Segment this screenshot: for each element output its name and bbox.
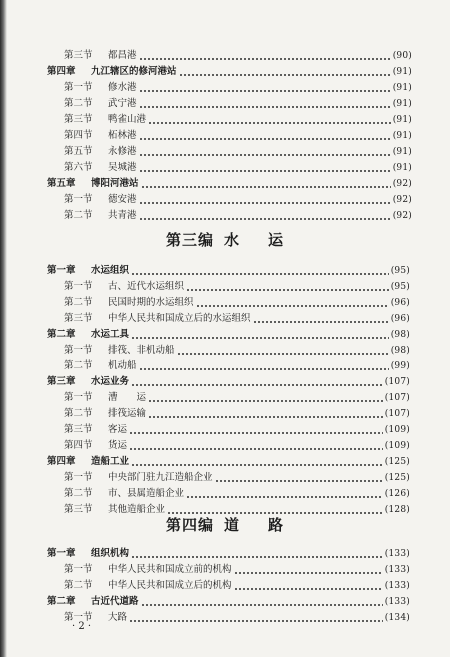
toc-entry-page: (98) <box>390 345 410 356</box>
dot-leader <box>148 400 383 402</box>
toc-entry-number: 第二节 <box>64 296 93 308</box>
toc-entry-title: 中华人民共和国成立后的机构 <box>108 580 232 591</box>
toc-section-row <box>64 487 410 501</box>
toc-entry-title: 组织机构 <box>91 548 130 559</box>
toc-chapter-row <box>47 595 410 609</box>
scan-binding-shadow <box>0 0 7 657</box>
toc-chapter-row <box>47 375 410 389</box>
toc-entry-page: (95) <box>390 266 410 276</box>
toc-entry-page: (91) <box>392 67 412 77</box>
toc-section-row <box>64 359 410 373</box>
dot-leader <box>141 186 391 188</box>
toc-entry-page: (128) <box>384 504 410 515</box>
part-title-3-char2: 运 <box>268 231 285 249</box>
dot-leader <box>186 496 383 498</box>
toc-section-row <box>64 579 410 593</box>
dot-leader <box>234 572 383 574</box>
part-title-4 <box>0 514 450 535</box>
dot-leader <box>131 556 383 558</box>
toc-entry-title: 其他造船企业 <box>108 503 166 515</box>
dot-leader <box>139 218 391 220</box>
toc-entry-number: 第四节 <box>64 130 93 141</box>
toc-entry-number: 第三节 <box>64 50 93 61</box>
toc-entry-page: (99) <box>390 361 410 372</box>
toc-entry-title: 客运 <box>108 424 128 435</box>
toc-entry-number: 第一节 <box>64 194 93 205</box>
toc-entry-number: 第一节 <box>64 280 93 292</box>
part-title-3-char1: 水 <box>223 231 240 249</box>
toc-entry-title: 武宁港 <box>108 98 137 109</box>
dot-leader <box>234 588 383 590</box>
toc-entry-page: (92) <box>392 211 412 221</box>
toc-chapter-row <box>47 65 412 79</box>
toc-entry-number: 第二节 <box>64 580 93 591</box>
toc-entry-title: 排筏运输 <box>108 408 147 420</box>
toc-section-row <box>64 563 410 577</box>
toc-entry-page: (107) <box>384 377 410 388</box>
toc-entry-number: 第一节 <box>64 344 93 356</box>
toc-entry-title: 都昌港 <box>108 50 137 61</box>
toc-entry-page: (91) <box>392 99 412 109</box>
toc-section-row <box>64 280 410 294</box>
page-number: · 2 · <box>72 621 92 632</box>
toc-entry-number: 第二章 <box>47 328 76 340</box>
toc-entry-number: 第三章 <box>47 376 76 388</box>
toc-entry-title: 九江辖区的修河港站 <box>91 66 177 77</box>
toc-entry-title: 鸭雀山港 <box>108 114 147 125</box>
toc-entry-number: 第五章 <box>47 178 76 189</box>
toc-entry-page: (133) <box>384 597 410 607</box>
toc-entry-title: 修水港 <box>108 82 137 93</box>
toc-entry-number: 第一章 <box>47 265 76 276</box>
toc-entry-title: 永修港 <box>108 146 137 157</box>
toc-section-row <box>64 81 412 95</box>
toc-entry-title: 中华人民共和国成立后的水运组织 <box>108 312 251 324</box>
toc-section-row <box>64 296 410 310</box>
toc-entry-page: (126) <box>384 488 410 499</box>
dot-leader <box>139 138 391 140</box>
toc-entry-number: 第二节 <box>64 360 93 372</box>
toc-entry-number: 第三节 <box>64 114 93 125</box>
toc-entry-title: 水运工具 <box>91 328 130 340</box>
toc-entry-title: 水运业务 <box>91 376 130 388</box>
dot-leader <box>177 353 389 355</box>
toc-section-row <box>64 113 412 127</box>
toc-entry-number: 第三节 <box>64 312 93 324</box>
dot-leader <box>131 384 383 386</box>
toc-section-row <box>64 423 410 437</box>
toc-entry-title: 民国时期的水运组织 <box>108 296 194 308</box>
toc-entry-title: 水运组织 <box>91 265 130 276</box>
part-title-3-label: 第三编 <box>165 231 214 249</box>
toc-entry-number: 第一节 <box>64 392 93 404</box>
toc-entry-number: 第二章 <box>47 596 76 607</box>
dot-leader <box>139 154 391 156</box>
toc-entry-page: (133) <box>384 549 410 559</box>
toc-entry-number: 第一章 <box>47 548 76 559</box>
toc-section-row <box>64 193 412 207</box>
toc-entry-number: 第四章 <box>47 66 76 77</box>
dot-leader <box>139 368 389 370</box>
toc-entry-page: (109) <box>384 425 410 435</box>
dot-leader <box>196 305 389 307</box>
toc-entry-title: 漕 运 <box>108 392 147 404</box>
toc-section-row <box>64 129 412 143</box>
toc-entry-page: (91) <box>392 131 412 141</box>
toc-entry-page: (92) <box>392 195 412 205</box>
dot-leader <box>139 90 391 92</box>
toc-chapter-row <box>47 455 410 469</box>
toc-entry-title: 古近代道路 <box>91 596 139 607</box>
toc-entry-number: 第一节 <box>64 612 93 623</box>
toc-entry-title: 市、县属造船企业 <box>108 487 185 499</box>
toc-entry-page: (96) <box>390 297 410 308</box>
dot-leader <box>179 74 391 76</box>
toc-entry-number: 第三节 <box>64 503 93 515</box>
part-title-4-char2: 路 <box>268 516 285 534</box>
toc-section-row <box>64 49 412 63</box>
toc-entry-title: 造船工业 <box>91 455 130 467</box>
toc-entry-page: (91) <box>392 163 412 173</box>
toc-entry-title: 共青港 <box>108 210 137 221</box>
toc-section-row <box>64 611 410 625</box>
toc-entry-page: (91) <box>392 83 412 93</box>
toc-entry-title: 货运 <box>108 439 128 451</box>
toc-entry-page: (107) <box>384 409 410 420</box>
dot-leader <box>139 202 391 204</box>
toc-section-row <box>64 145 412 159</box>
part-title-4-char1: 道 <box>223 516 240 534</box>
toc-entry-page: (133) <box>384 565 410 575</box>
toc-section-row <box>64 344 410 358</box>
toc-entry-page: (109) <box>384 440 410 451</box>
dot-leader <box>131 273 389 275</box>
toc-section-row <box>64 161 412 175</box>
toc-chapter-row <box>47 547 410 561</box>
dot-leader <box>253 321 389 323</box>
toc-entry-page: (133) <box>384 581 410 591</box>
toc-entry-number: 第二节 <box>64 487 93 499</box>
toc-chapter-row <box>47 177 412 191</box>
toc-section-row <box>64 97 412 111</box>
dot-leader <box>129 432 383 434</box>
toc-entry-title: 中华人民共和国成立前的机构 <box>108 564 232 575</box>
toc-entry-page: (96) <box>390 313 410 324</box>
dot-leader <box>141 604 383 606</box>
toc-entry-title: 博阳河港站 <box>91 178 139 189</box>
toc-entry-title: 德安港 <box>108 194 137 205</box>
toc-entry-number: 第五节 <box>64 146 93 157</box>
toc-entry-page: (125) <box>384 472 410 483</box>
toc-chapter-row <box>47 264 410 278</box>
dot-leader <box>148 122 391 124</box>
toc-entry-page: (90) <box>392 51 412 61</box>
dot-leader <box>129 620 383 622</box>
toc-entry-number: 第一节 <box>64 82 93 93</box>
toc-entry-number: 第一节 <box>64 564 93 575</box>
dot-leader <box>131 337 389 339</box>
dot-leader <box>139 106 391 108</box>
toc-entry-page: (91) <box>392 147 412 157</box>
dot-leader <box>131 464 383 466</box>
toc-entry-page: (107) <box>384 393 410 404</box>
toc-section-row <box>64 439 410 453</box>
dot-leader <box>215 480 383 482</box>
toc-section-row <box>64 312 410 326</box>
dot-leader <box>139 58 391 60</box>
toc-entry-title: 中央部门驻九江造船企业 <box>108 471 213 483</box>
part-title-3 <box>0 229 450 250</box>
toc-entry-number: 第一节 <box>64 471 93 483</box>
toc-entry-title: 机动船 <box>108 360 137 372</box>
toc-entry-title: 柘林港 <box>108 130 137 141</box>
dot-leader <box>129 448 383 450</box>
toc-section-row <box>64 471 410 485</box>
toc-entry-number: 第二节 <box>64 408 93 420</box>
dot-leader <box>139 170 391 172</box>
toc-entry-number: 第二节 <box>64 210 93 221</box>
toc-entry-page: (125) <box>384 456 410 467</box>
toc-entry-number: 第六节 <box>64 162 93 173</box>
toc-entry-title: 吴城港 <box>108 162 137 173</box>
toc-entry-title: 古、近代水运组织 <box>108 280 185 292</box>
toc-section-row <box>64 209 412 223</box>
toc-entry-page: (92) <box>392 179 412 189</box>
part-title-4-label: 第四编 <box>165 516 214 534</box>
toc-entry-page: (91) <box>392 115 412 125</box>
toc-entry-page: (98) <box>390 329 410 340</box>
toc-entry-title: 大路 <box>108 612 128 623</box>
toc-entry-title: 排筏、非机动船 <box>108 344 175 356</box>
toc-entry-page: (134) <box>384 613 410 623</box>
dot-leader <box>148 416 383 418</box>
toc-entry-number: 第四章 <box>47 455 76 467</box>
toc-entry-number: 第四节 <box>64 439 93 451</box>
dot-leader <box>186 289 389 291</box>
toc-entry-page: (95) <box>390 281 410 292</box>
toc-entry-number: 第三节 <box>64 424 93 435</box>
toc-entry-number: 第二节 <box>64 98 93 109</box>
toc-section-row <box>64 407 410 421</box>
toc-chapter-row <box>47 328 410 342</box>
toc-section-row <box>64 391 410 405</box>
